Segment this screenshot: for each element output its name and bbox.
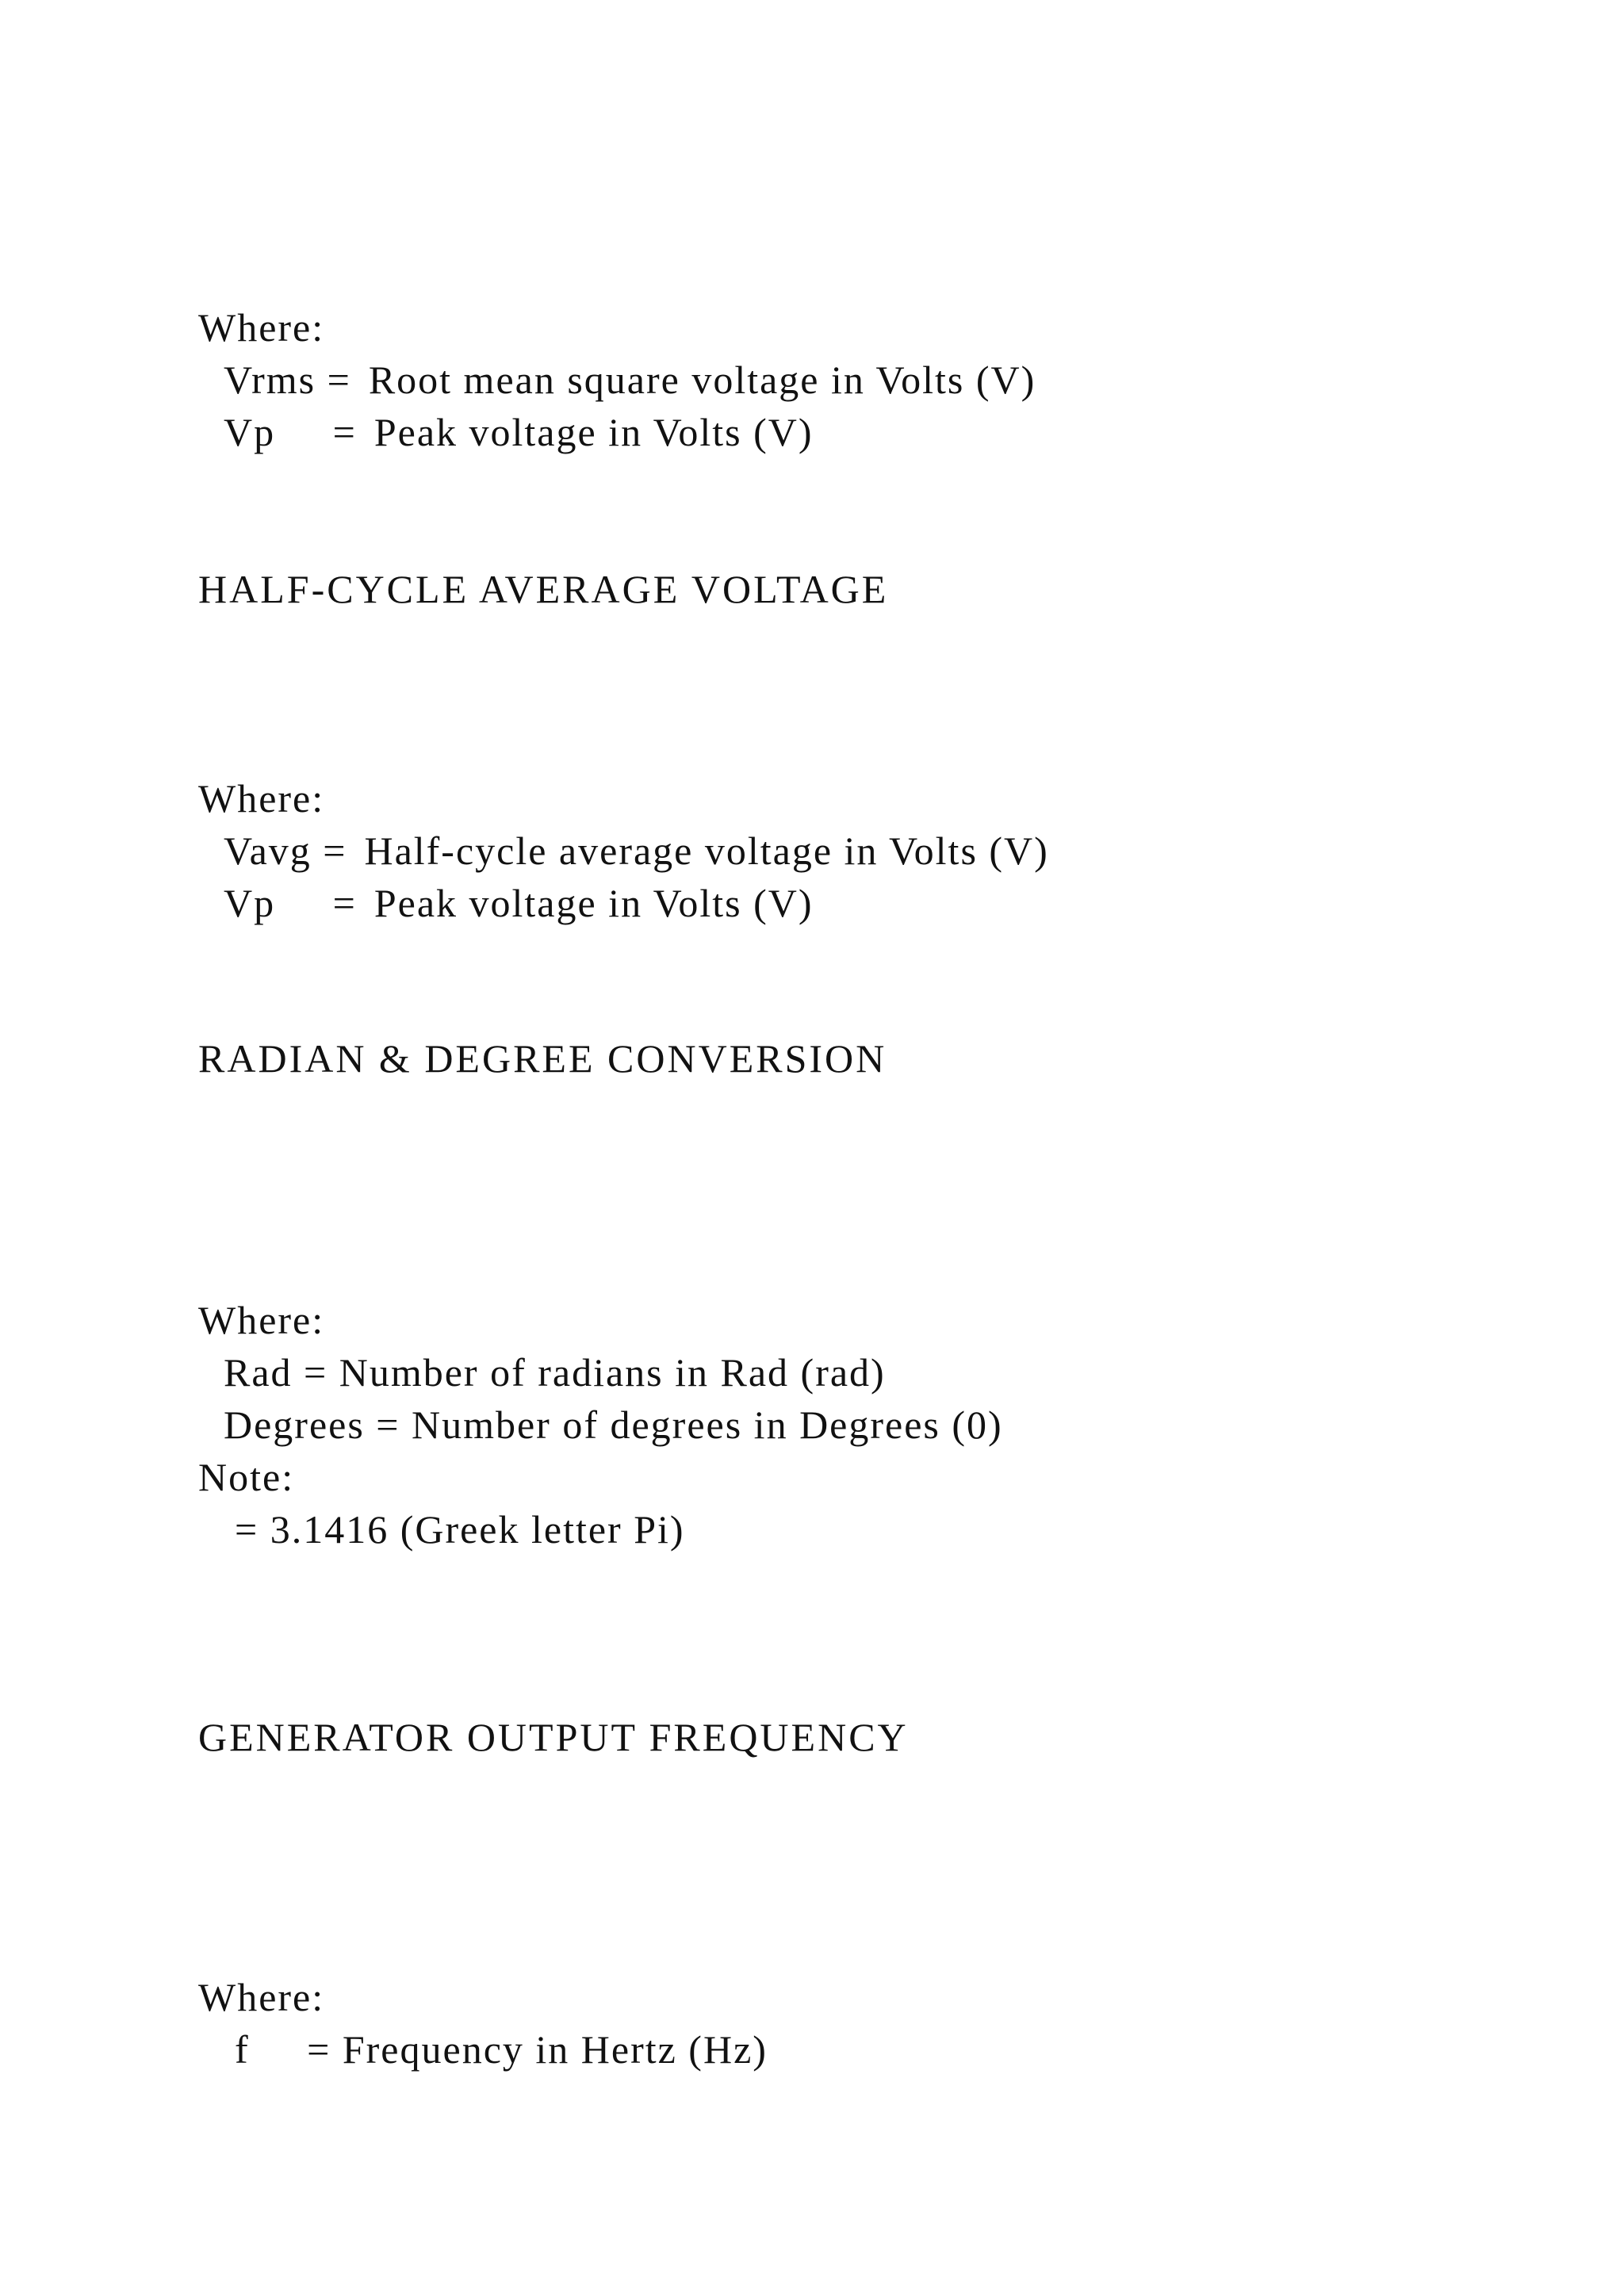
definition-vp-rms bbox=[224, 412, 813, 452]
definition-symbol: Vavg = bbox=[224, 828, 347, 873]
note-label: Note: bbox=[198, 1455, 295, 1499]
definition-vavg bbox=[224, 828, 1049, 873]
heading-half-cycle: HALF-CYCLE AVERAGE VOLTAGE bbox=[198, 567, 889, 611]
definition-vrms bbox=[224, 360, 1036, 400]
definition-meaning: Peak voltage in Volts (V) bbox=[373, 410, 814, 454]
definition-meaning: Root mean square voltage in Volts (V) bbox=[368, 358, 1036, 402]
where-label-radian: Where: bbox=[198, 1298, 325, 1342]
definition-symbol: Vp = bbox=[224, 881, 357, 925]
where-label-rms: Where: bbox=[198, 305, 325, 350]
definition-rad: Rad = Number of radians in Rad (rad) bbox=[224, 1350, 886, 1395]
heading-radian: RADIAN & DEGREE CONVERSION bbox=[198, 1036, 887, 1081]
note-text: = 3.1416 (Greek letter Pi) bbox=[235, 1507, 685, 1552]
definition-symbol: Vp = bbox=[224, 410, 357, 454]
where-label-half-cycle: Where: bbox=[198, 776, 325, 821]
definition-vp-half-cycle bbox=[224, 883, 813, 923]
definition-symbol: Vrms = bbox=[224, 358, 351, 402]
definition-meaning: Half-cycle average voltage in Volts (V) bbox=[364, 828, 1049, 873]
definition-degrees: Degrees = Number of degrees in Degrees (0) bbox=[224, 1402, 1003, 1447]
heading-generator: GENERATOR OUTPUT FREQUENCY bbox=[198, 1715, 909, 1759]
definition-frequency: f = Frequency in Hertz (Hz) bbox=[235, 2027, 768, 2072]
where-label-generator: Where: bbox=[198, 1975, 325, 2019]
definition-meaning: Peak voltage in Volts (V) bbox=[373, 881, 814, 925]
